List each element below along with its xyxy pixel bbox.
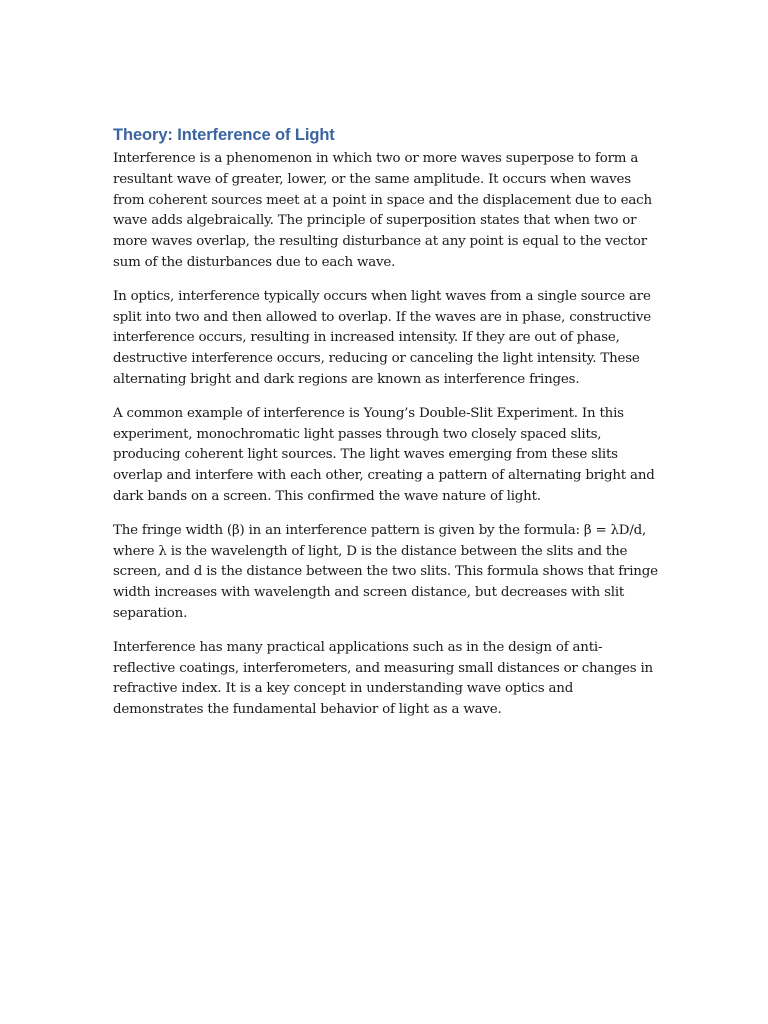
paragraph-youngs-experiment: A common example of interference is Young’s Double-Slit Experiment. In this experiment, monochromatic light passes through two closely spaced slits, producing coherent light sources. The light waves emerging from these slits overlap and interfere with each other, creating a pattern of alternating bright and dark bands on a screen. This confirmed the wave nature of light. [113, 405, 655, 504]
paragraph-definition: Interference is a phenomenon in which two or more waves superpose to form a resultant wave of greater, lower, or the same amplitude. It occurs when waves from coherent sources meet at a point in space and the displacement due to each wave adds algebraically. The principle of superposition states that when two or more waves overlap, the resulting disturbance at any point is equal to the vector sum of the disturbances due to each wave. [113, 151, 652, 270]
document-page [113, 124, 663, 734]
paragraph-applications: Interference has many practical applications such as in the design of anti-reflective coatings, interferometers, and measuring small distances or changes in refractive index. It is a key concept in understanding wave optics and demonstrates the fundamental behavior of light as a wave. [113, 639, 653, 718]
document-title: Theory: Interference of Light [113, 126, 335, 144]
paragraph-optics: In optics, interference typically occurs when light waves from a single source are split into two and then allowed to overlap. If the waves are in phase, constructive interference occurs, resulting in increased intensity. If they are out of phase, destructive interference occurs, reducing or canceling the light intensity. These alternating bright and dark regions are known as interference fringes. [113, 288, 651, 387]
paragraph-fringe-width: The fringe width (β) in an interference pattern is given by the formula: β = λD/d, where λ is the wavelength of light, D is the distance between the slits and the screen, and d is the distance between the two slits. This formula shows that fringe width increases with wavelength and screen distance, but decreases with slit separation. [113, 522, 658, 621]
